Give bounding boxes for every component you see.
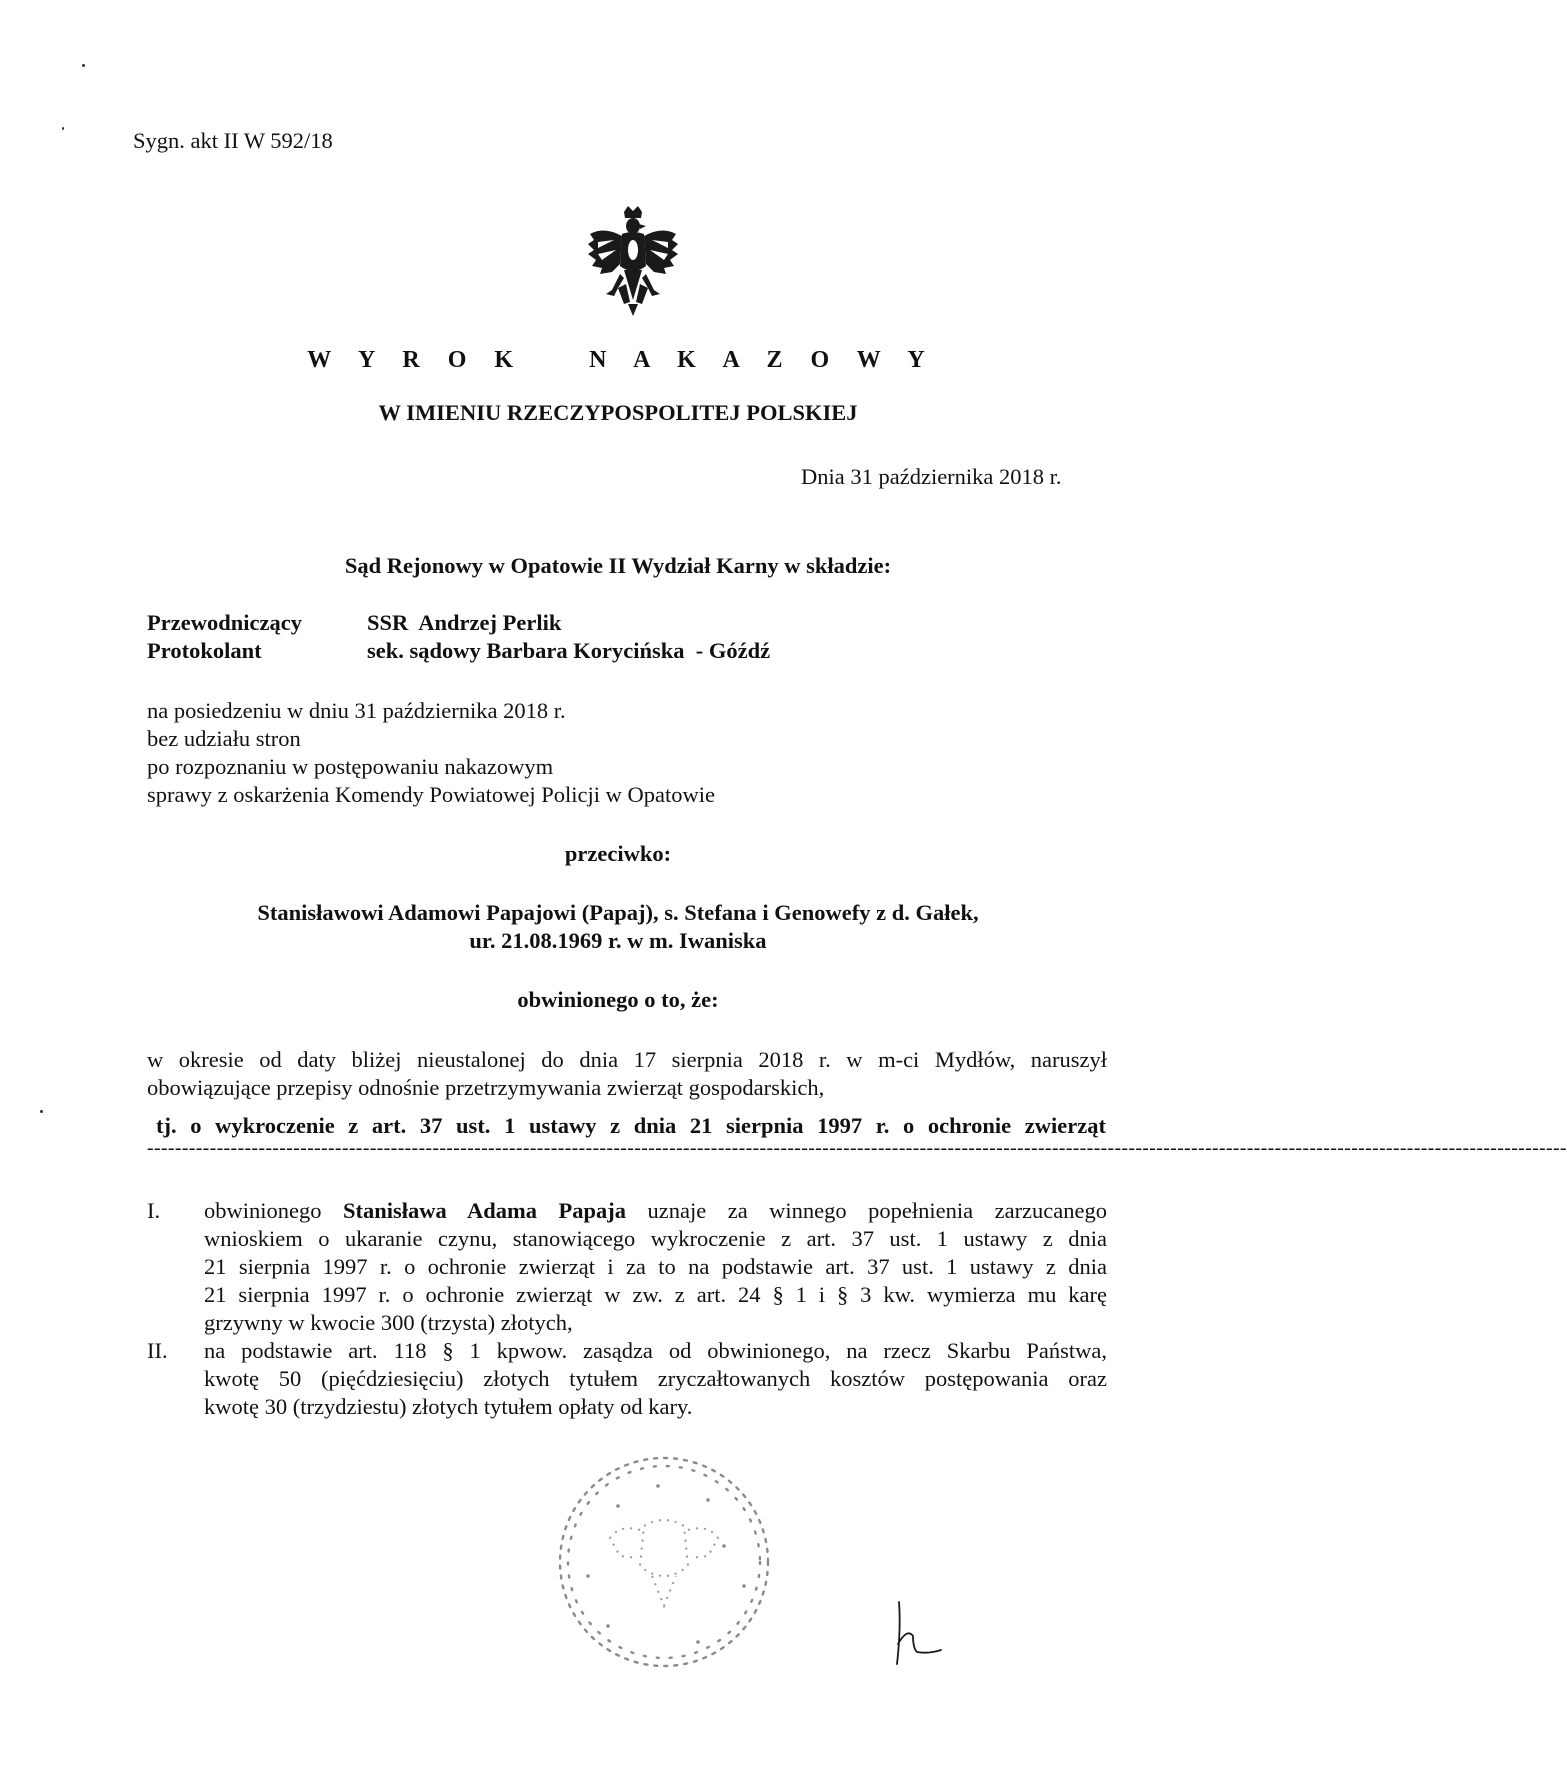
charged-label: obwinionego o to, że: (517, 987, 719, 1012)
polish-eagle-emblem-icon (584, 204, 682, 318)
ruling-numeral: II. (147, 1338, 168, 1363)
scan-speck (62, 127, 64, 130)
scan-speck (40, 1110, 43, 1113)
ruling-line: wnioskiem o ukaranie czynu, stanowiącego wykroczenie z art. 37 ust. 1 ustawy z dnia (204, 1226, 1107, 1251)
signature-icon (893, 1598, 953, 1668)
court-role-clerk: Protokolant (147, 638, 262, 663)
against-label: przeciwko: (564, 841, 672, 866)
scan-speck (82, 64, 85, 67)
court-member-clerk: sek. sądowy Barbara Korycińska - Góźdź (367, 638, 771, 663)
ruling-text: uznaje za winnego popełnienia zarzucanego (626, 1198, 1108, 1223)
charge-line: w okresie od daty bliżej nieustalonej do dnia 17 sierpnia 2018 r. w m-ci Mydłów, naruszył (147, 1047, 1107, 1072)
ruling-line: 21 sierpnia 1997 r. o ochronie zwierząt i za to na podstawie art. 37 ust. 1 ustawy z dnia (204, 1254, 1107, 1279)
date-line: Dnia 31 października 2018 r. (801, 464, 1062, 489)
document-title: W Y R O K N A K A Z O W Y (307, 347, 929, 373)
ruling-text: obwinionego (204, 1198, 343, 1223)
case-reference: Sygn. akt II W 592/18 (133, 128, 333, 153)
defendant-name: Stanisława Adama Papaja (342, 1198, 627, 1223)
court-member-presiding: SSR Andrzej Perlik (367, 610, 562, 635)
ruling-line: kwotę 50 (pięćdziesięciu) złotych tytułem zryczałtowanych kosztów postępowania oraz (204, 1366, 1107, 1391)
ruling-line: kwotę 30 (trzydziestu) złotych tytułem opłaty od kary. (204, 1394, 693, 1419)
session-line: bez udziału stron (147, 726, 301, 751)
ruling-line: na podstawie art. 118 § 1 kpwow. zasądza od obwinionego, na rzecz Skarbu Państwa, (204, 1338, 1107, 1363)
defendant-line: Stanisławowi Adamowi Papajowi (Papaj), s. Stefana i Genowefy z d. Gałek, (257, 900, 979, 925)
ruling-line: 21 sierpnia 1997 r. o ochronie zwierząt w zw. z art. 24 § 1 i § 3 kw. wymierza mu karę (204, 1282, 1107, 1307)
defendant-birth-line: ur. 21.08.1969 r. w m. Iwaniska (469, 928, 767, 953)
court-role-presiding: Przewodniczący (147, 610, 302, 635)
session-line: sprawy z oskarżenia Komendy Powiatowej Policji w Opatowie (147, 782, 715, 807)
court-heading: Sąd Rejonowy w Opatowie II Wydział Karny w składzie: (344, 553, 892, 578)
ruling-line: grzywny w kwocie 300 (trzysta) złotych, (204, 1310, 573, 1335)
charge-legal-basis: tj. o wykroczenie z art. 37 ust. 1 ustawy z dnia 21 sierpnia 1997 r. o ochronie zwierząt (156, 1113, 1106, 1138)
charge-line: obowiązujące przepisy odnośnie przetrzymywania zwierząt gospodarskich, (147, 1075, 825, 1100)
ruling-numeral: I. (147, 1198, 161, 1223)
session-line: na posiedzeniu w dniu 31 października 2018 r. (147, 698, 566, 723)
session-line: po rozpoznaniu w postępowaniu nakazowym (147, 754, 554, 779)
dashed-separator: ------------------------------------------------------------------------------------------------------------------------------------------------------------------------------------------------------------ (147, 1137, 1567, 1159)
court-seal-stamp-icon (548, 1446, 780, 1678)
ruling-line (204, 1196, 1107, 1225)
document-subtitle: W IMIENIU RZECZYPOSPOLITEJ POLSKIEJ (378, 400, 858, 425)
